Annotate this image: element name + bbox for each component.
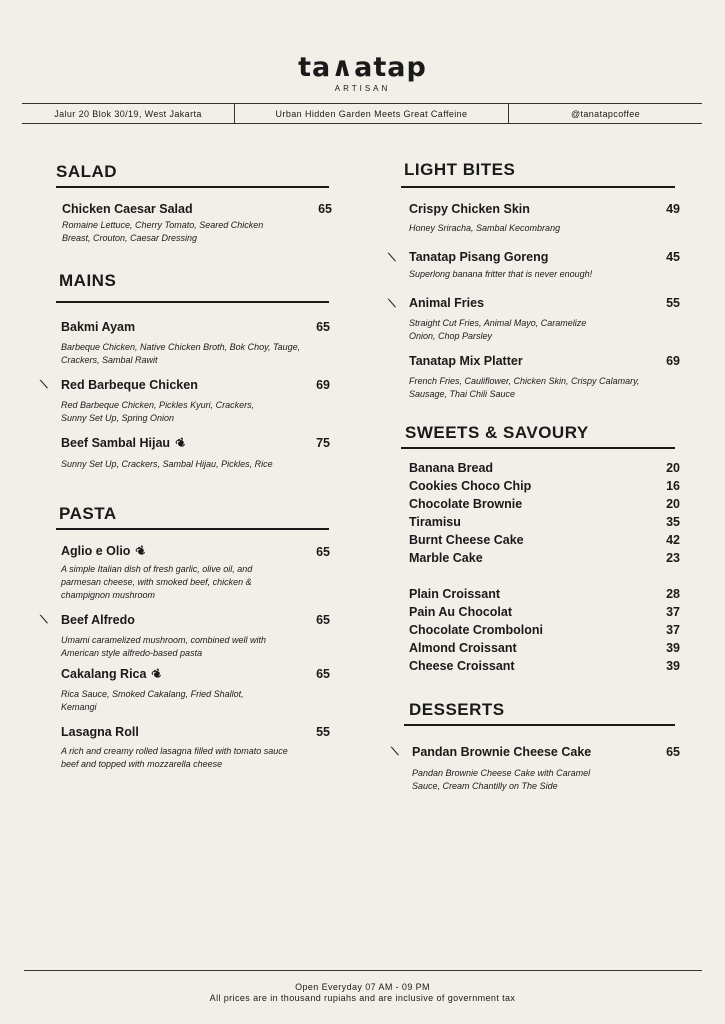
menu-item-name: Tanatap Mix Platter bbox=[409, 354, 523, 368]
recommended-marker-icon: ⟍ bbox=[40, 614, 48, 626]
menu-item-name: Bakmi Ayam bbox=[61, 320, 136, 334]
tagline: Urban Hidden Garden Meets Great Caffeine bbox=[235, 104, 509, 123]
menu-item-price: 39 bbox=[666, 641, 680, 655]
menu-item-price: 28 bbox=[666, 587, 680, 601]
menu-item-desc: Superlong banana fritter that is never enough! bbox=[409, 269, 593, 279]
menu-item-price: 65 bbox=[316, 320, 330, 334]
brand-logo: ta∧atap bbox=[298, 52, 427, 83]
menu-item-name: Lasagna Roll bbox=[61, 725, 139, 739]
menu-item-name: Chicken Caesar Salad bbox=[62, 202, 193, 216]
menu-item-price: 65 bbox=[316, 613, 330, 627]
menu-item-name: Crispy Chicken Skin bbox=[409, 202, 530, 216]
menu-item-name: Tiramisu bbox=[409, 515, 461, 529]
menu-item-price: 65 bbox=[318, 202, 332, 216]
menu-item-price: 65 bbox=[666, 745, 680, 759]
spicy-chili-icon: ❦ bbox=[149, 665, 166, 683]
section-title-salad: SALAD bbox=[56, 162, 118, 181]
menu-item-desc: Romaine Lettuce, Cherry Tomato, Seared Chicken Breast, Crouton, Caesar Dressing bbox=[62, 220, 264, 243]
menu-item-name: Cakalang Rica ❦ bbox=[61, 665, 166, 683]
menu-item-desc: Honey Sriracha, Sambal Kecombrang bbox=[409, 223, 561, 233]
section-rule bbox=[404, 724, 675, 726]
opening-hours: Open Everyday 07 AM - 09 PM bbox=[295, 982, 430, 992]
menu-item-name: Beef Sambal Hijau ❦ bbox=[61, 434, 189, 452]
section-title-mains: MAINS bbox=[59, 271, 117, 290]
recommended-marker-icon: ⟍ bbox=[388, 252, 396, 264]
section-title-pasta: PASTA bbox=[59, 504, 117, 523]
menu-item-name: Red Barbeque Chicken bbox=[61, 378, 198, 392]
menu-item-name: Burnt Cheese Cake bbox=[409, 533, 524, 547]
recommended-marker-icon: ⟍ bbox=[388, 298, 396, 310]
menu-item-name: Chocolate Cromboloni bbox=[409, 623, 544, 637]
section-rule bbox=[56, 528, 329, 530]
section-rule bbox=[401, 447, 675, 449]
menu-item-price: 69 bbox=[666, 354, 680, 368]
section-rule bbox=[56, 186, 329, 188]
spicy-chili-icon: ❦ bbox=[133, 542, 150, 560]
menu-item-price: 65 bbox=[316, 545, 330, 559]
footer-rule bbox=[24, 970, 702, 971]
menu-item-price: 65 bbox=[316, 667, 330, 681]
recommended-marker-icon: ⟍ bbox=[391, 746, 399, 758]
menu-item-price: 20 bbox=[666, 497, 680, 511]
menu-item-name: Beef Alfredo bbox=[61, 613, 135, 627]
section-title-light-bites: LIGHT BITES bbox=[404, 160, 516, 179]
menu-item-name: Pandan Brownie Cheese Cake bbox=[412, 745, 592, 759]
menu-item-desc: Sunny Set Up, Crackers, Sambal Hijau, Pickles, Rice bbox=[61, 459, 273, 469]
menu-item-desc: A rich and creamy rolled lasagna filled with tomato sauce beef and topped with mozzarella cheese bbox=[61, 746, 288, 769]
menu-item-name: Aglio e Olio ❦ bbox=[61, 542, 150, 560]
menu-item-price: 55 bbox=[316, 725, 330, 739]
menu-item-price: 69 bbox=[316, 378, 330, 392]
section-title-sweets: SWEETS & SAVOURY bbox=[405, 423, 589, 442]
menu-item-name: Pain Au Chocolat bbox=[409, 605, 513, 619]
section-rule bbox=[56, 301, 329, 303]
social-handle: @tanatapcoffee bbox=[570, 108, 641, 119]
menu-item-price: 23 bbox=[666, 551, 680, 565]
menu-item-name: Tanatap Pisang Goreng bbox=[409, 250, 549, 264]
menu-item-name: Cheese Croissant bbox=[409, 659, 515, 673]
spicy-chili-icon: ❦ bbox=[173, 434, 189, 452]
price-note: All prices are in thousand rupiahs and are inclusive of government tax bbox=[209, 993, 516, 1003]
menu-item-name: Cookies Choco Chip bbox=[409, 479, 532, 493]
menu-item-price: 20 bbox=[666, 461, 680, 475]
section-rule bbox=[401, 186, 675, 188]
brand-subtitle: ARTISAN bbox=[334, 84, 391, 93]
info-bar bbox=[22, 103, 702, 124]
menu-item-price: 39 bbox=[666, 659, 680, 673]
menu-item-name: Plain Croissant bbox=[409, 587, 500, 601]
menu-item-desc: Rica Sauce, Smoked Cakalang, Fried Shallot, Kemangi bbox=[61, 689, 244, 712]
menu-item-price: 75 bbox=[316, 436, 330, 450]
menu-item-name: Animal Fries bbox=[409, 296, 485, 310]
menu-item-name: Banana Bread bbox=[409, 461, 494, 475]
menu-item-desc: Barbeque Chicken, Native Chicken Broth, Bok Choy, Tauge, Crackers, Sambal Rawit bbox=[61, 342, 301, 365]
menu-item-price: 55 bbox=[666, 296, 680, 310]
menu-item-name: Almond Croissant bbox=[409, 641, 517, 655]
menu-item-price: 42 bbox=[666, 533, 680, 547]
menu-item-desc: Pandan Brownie Cheese Cake with Caramel Sauce, Cream Chantilly on The Side bbox=[412, 768, 591, 791]
menu-item-price: 37 bbox=[666, 605, 680, 619]
menu-item-price: 35 bbox=[666, 515, 680, 529]
menu-item-price: 45 bbox=[666, 250, 680, 264]
menu-item-desc: Red Barbeque Chicken, Pickles Kyuri, Crackers, Sunny Set Up, Spring Onion bbox=[61, 400, 255, 423]
menu-item-desc: A simple Italian dish of fresh garlic, olive oil, and parmesan cheese, with smoked beef, chicken & champignon mushroom bbox=[61, 564, 253, 600]
recommended-marker-icon: ⟍ bbox=[40, 379, 48, 391]
menu-item-name: Marble Cake bbox=[409, 551, 483, 565]
menu-item-name: Chocolate Brownie bbox=[409, 497, 523, 511]
section-title-desserts: DESSERTS bbox=[409, 700, 505, 719]
menu-item-desc: French Fries, Cauliflower, Chicken Skin, Crispy Calamary, Sausage, Thai Chili Sauce bbox=[409, 376, 640, 399]
address: Jalur 20 Blok 30/19, West Jakarta bbox=[22, 104, 235, 123]
menu-item-desc: Umami caramelized mushroom, combined well with American style alfredo-based pasta bbox=[61, 635, 267, 658]
menu-item-price: 16 bbox=[666, 479, 680, 493]
menu-item-price: 49 bbox=[666, 202, 680, 216]
menu-item-price: 37 bbox=[666, 623, 680, 637]
menu-item-desc: Straight Cut Fries, Animal Mayo, Caramelize Onion, Chop Parsley bbox=[409, 318, 587, 341]
